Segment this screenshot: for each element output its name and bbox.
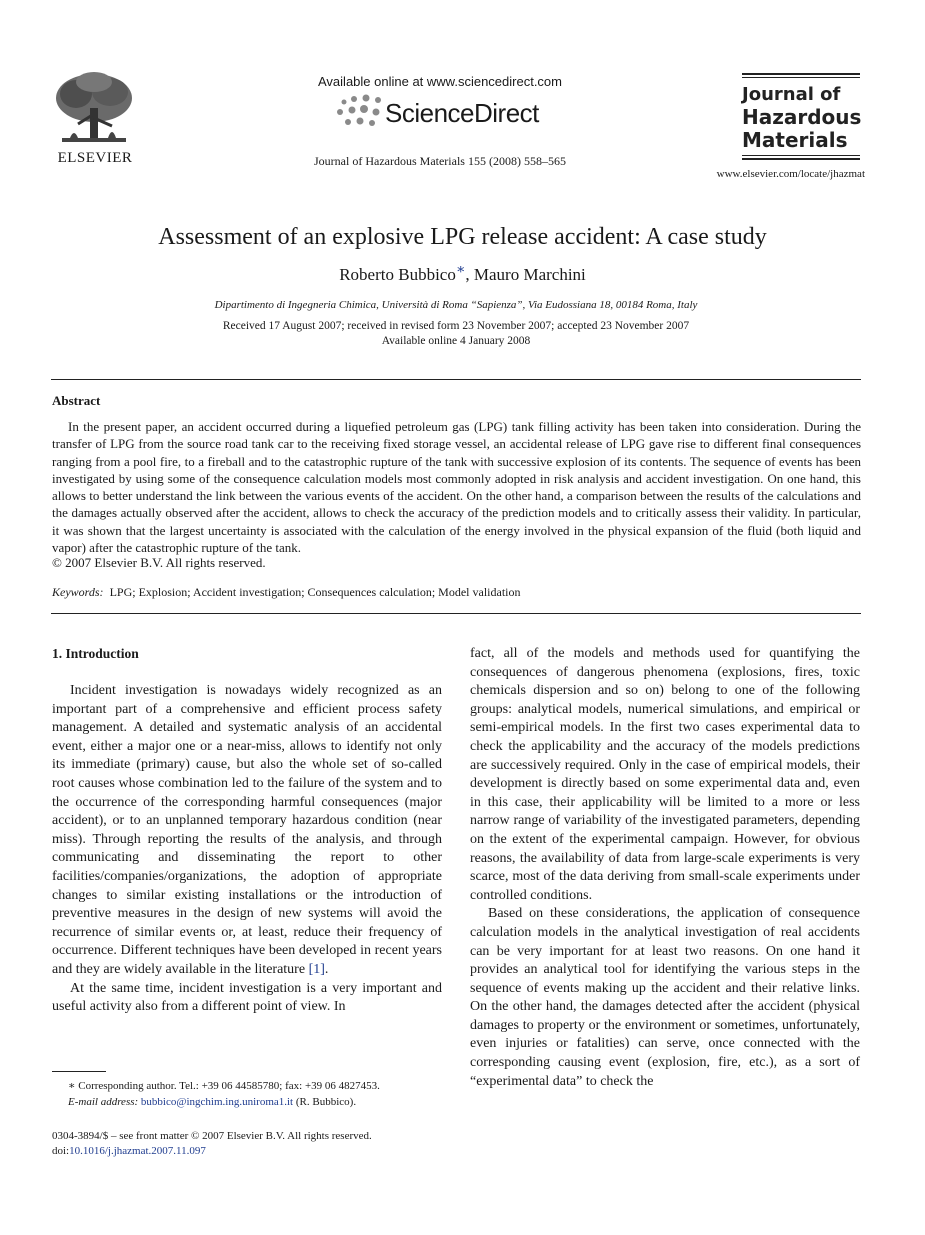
available-online-text[interactable]: Available online at www.sciencedirect.com [318, 74, 562, 89]
body-column-right [470, 645, 860, 1091]
journal-logo-line1: Journal of [742, 84, 841, 105]
affiliation: Dipartimento di Ingegneria Chimica, Università di Roma “Sapienza”, Via Eudossiana 18, 00184 Roma, Italy [214, 299, 698, 311]
journal-logo [742, 83, 882, 152]
author-list [0, 262, 925, 285]
journal-logo-rule [742, 155, 860, 156]
citation-link[interactable]: [1] [308, 961, 325, 977]
body-column-left [52, 682, 442, 1017]
sciencedirect-logo-text: ScienceDirect [385, 98, 539, 128]
author-2: Mauro Marchini [473, 265, 586, 284]
front-matter [52, 1129, 472, 1159]
body-paragraph: fact, all of the models and methods used for quantifying the consequences of dangerous phenomena (explosions, fires, toxic chemicals dispersion and so on) belong to one of the following groups: analytical models, numerical simulations, and empirical or semi-empirical models. In the first two cases experimental data to check the applicability and the accuracy of the models predictions are successively required. Only in the case of empirical models, their development is directly based on some experimental data and, even in this case, their applicability will be limited to a more or less narrow range of variability of the investigated parameters, depending on the extent of the experimental campaign. However, for obvious reasons, the availability of data from large-scale experiments is very scarce, most of the data deriving from small-scale experiments under controlled conditions. [470, 646, 860, 903]
corresponding-author-mark[interactable]: ∗ [455, 262, 466, 278]
abstract-copyright: © 2007 Elsevier B.V. All rights reserved. [52, 555, 266, 570]
body-paragraph: At the same time, incident investigation is a very important and useful activity also from a different point of view. In [52, 980, 442, 1015]
journal-logo-line2: Hazardous [742, 105, 862, 129]
received-dates: Received 17 August 2007; received in revised form 23 November 2007; accepted 23 November 2007 [222, 320, 690, 332]
doi-link[interactable]: 10.1016/j.jhazmat.2007.11.097 [69, 1145, 206, 1157]
footnote [52, 1078, 442, 1110]
journal-url[interactable]: www.elsevier.com/locate/jhazmat [716, 168, 865, 180]
paragraph-text: . [324, 961, 329, 977]
publisher-name: ELSEVIER [57, 150, 133, 166]
abstract-bottom-rule [51, 613, 861, 614]
keywords [52, 585, 861, 600]
body-paragraph [52, 682, 442, 980]
paragraph-text: Incident investigation is nowadays widely recognized as an important part of a comprehensive and efficient process safety management. A detailed and systematic analysis of an accidental event, either a major one or a near-miss, allows to identify not only its immediate (primary) cause, but also the whole set of so-called root causes whose combination led to the failure of the system and to the occurrence of the corresponding harmful consequences (major accident), or to an unplanned temporary hazardous condition (near miss). Through reporting the results of the analysis, and through communicating and disseminating the report to other facilities/companies/organizations, the adoption of appropriate changes to similar existing installations or the introduction of preventive measures in the design of new systems will avoid the recurrence of similar events or, at least, reduce their frequency of occurrence. Different techniques have been developed in recent years and they are widely available in the literature [52, 683, 442, 977]
email-suffix: (R. Bubbico). [293, 1096, 357, 1108]
abstract-top-rule [51, 379, 861, 380]
journal-logo-rule [742, 77, 860, 78]
doi-line [52, 1144, 472, 1159]
paper-title: Assessment of an explosive LPG release accident: A case study [158, 224, 767, 250]
author-separator: , [465, 265, 474, 284]
abstract-text: In the present paper, an accident occurred during a liquefied petroleum gas (LPG) tank filling activity has been taken into consideration. During the transfer of LPG from the source road tank car to the receiving fixed storage vessel, an accidental release of LPG gave rise to different final consequences ranging from a pool fire, to a fireball and to the catastrophic rupture of the tank with successive explosion of its contents. The sequence of events has been investigated by using some of the consequence calculation models most commonly adopted in risk analysis and accident investigation. On one hand, this allows to better understand the link between the various events of the accident. On the other hand, a comparison between the results of the calculations and the damages actually observed after the accident, allows to check the accuracy of the prediction models and to critically assess their validity. In particular, it was shown that the largest uncertainty is associated with the calculation of the energy involved in the physical expansion of the fluid (both liquid and vapor) after the catastrophic rupture of the tank. [52, 419, 861, 556]
footnote-mark: ∗ [68, 1080, 76, 1092]
keywords-list: LPG; Explosion; Accident investigation; Consequences calculation; Model validation [109, 585, 521, 599]
email-link[interactable]: bubbico@ingchim.ing.uniroma1.it [140, 1096, 294, 1108]
journal-logo-line3: Materials [742, 128, 848, 152]
abstract-heading: Abstract [52, 393, 101, 408]
doi-label: doi: [52, 1145, 70, 1157]
footnote-text: Corresponding author. Tel.: +39 06 44585780; fax: +39 06 4827453. [75, 1080, 380, 1092]
section-heading-introduction: 1. Introduction [52, 646, 139, 661]
email-label: E-mail address: [68, 1096, 139, 1108]
dates-block [0, 319, 912, 349]
author-1: Roberto Bubbico [339, 265, 456, 284]
issn-line: 0304-3894/$ – see front matter © 2007 Elsevier B.V. All rights reserved. [52, 1130, 372, 1142]
footnote-rule [52, 1071, 106, 1072]
keywords-label: Keywords: [52, 585, 104, 599]
journal-logo-rule [742, 158, 860, 160]
journal-logo-rule [742, 73, 860, 75]
journal-reference: Journal of Hazardous Materials 155 (2008) 558–565 [314, 154, 566, 168]
footnote-email-line [52, 1094, 442, 1110]
body-paragraph: Based on these considerations, the application of consequence calculation models in the analytical investigation of real accidents can be very important for at least two reasons. On one hand it provides an analytical tool for identifying the various steps in the sequence of events making up the accident and their relative links. On the other hand, the damages detected after the accident (physical damages to property or the environment or sometimes, unfortunately, even injuries or fatalities) can serve, once connected with the corresponding causing event (explosion, fire, etc.), as a sort of “experimental data” to check the [470, 906, 860, 1089]
footnote-corresponding [52, 1078, 442, 1094]
available-online-date: Available online 4 January 2008 [381, 335, 531, 347]
